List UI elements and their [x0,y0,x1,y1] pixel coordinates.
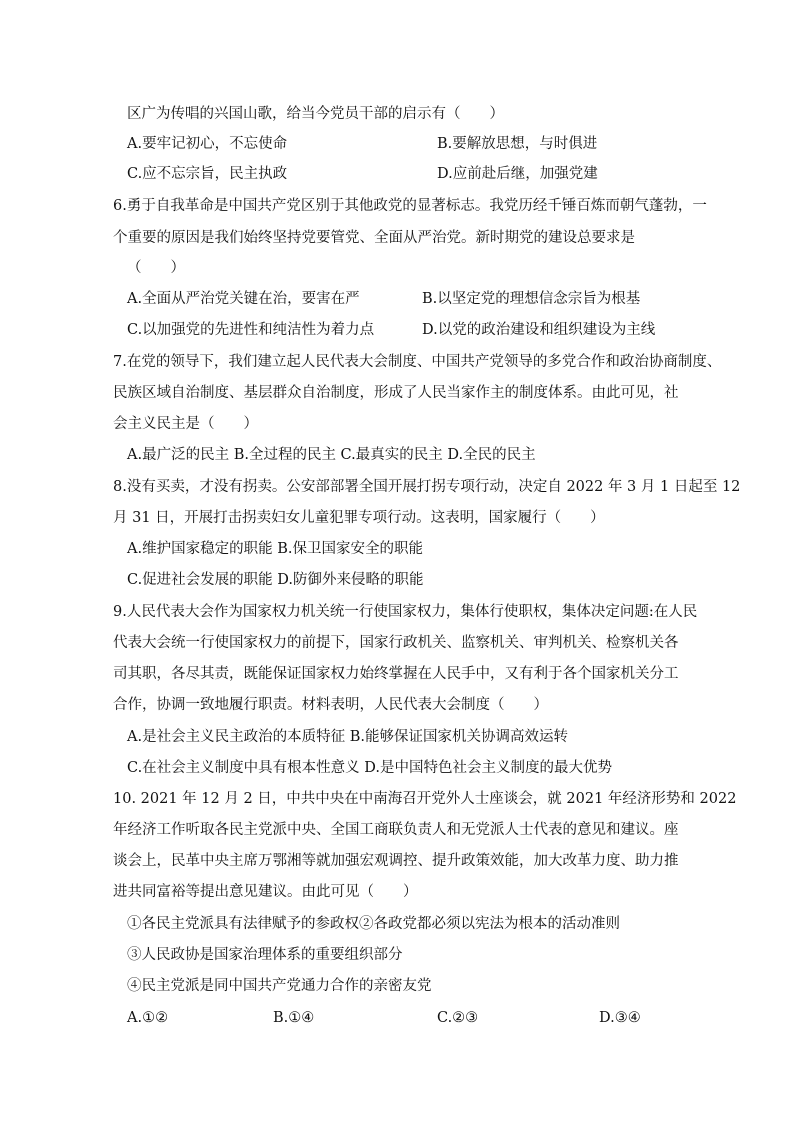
q9-stem-line-1: 9.人民代表大会作为国家权力机关统一行使国家权力，集体行使职权，集体决定问题:在人民 [113,604,698,620]
q6-option-a: A.全面从严治党关键在治，要害在严 [127,291,360,307]
q10-stem-line-3: 谈会上，民革中央主席万鄂湘等就加强宏观调控、提升政策效能，加大改革力度、助力推 [113,853,679,869]
q7-options: A.最广泛的民主 B.全过程的民主 C.最真实的民主 D.全民的民主 [127,447,536,463]
q6-answer-blank: （ ） [127,260,185,276]
q10-stem-line-4: 进共同富裕等提出意见建议。由此可见（ ） [113,884,418,900]
q8-options-line-2: C.促进社会发展的职能 D.防御外来侵略的职能 [127,572,424,588]
q10-statement-line-1: ①各民主党派具有法律赋予的参政权②各政党都必须以宪法为根本的活动准则 [127,916,620,932]
q6-option-c: C.以加强党的先进性和纯洁性为着力点 [127,322,375,338]
q8-stem-line-2: 月 31 日，开展打击拐卖妇女儿童犯罪专项行动。这表明，国家履行（ ） [113,510,605,526]
q7-stem-line-1: 7.在党的领导下，我们建立起人民代表大会制度、中国共产党领导的多党合作和政治协商制度、 [113,354,722,370]
q10-stem-line-1: 10. 2021 年 12 月 2 日，中共中央在中南海召开党外人士座谈会，就 2021 年经济形势和 2022 [113,791,737,807]
q5-option-d: D.应前赴后继，加强党建 [437,166,598,182]
q9-stem-line-2: 代表大会统一行使国家权力的前提下，国家行政机关、监察机关、审判机关、检察机关各 [113,635,679,651]
q10-option-c: C.②③ [437,1010,479,1026]
q6-stem-line-2: 个重要的原因是我们始终坚持党要管党、全面从严治党。新时期党的建设总要求是 [113,230,635,246]
q5-option-a: A.要牢记初心，不忘使命 [127,136,288,152]
q10-statement-line-3: ④民主党派是同中国共产党通力合作的亲密友党 [127,978,432,994]
q10-option-b: B.①④ [273,1010,315,1026]
q10-statement-line-2: ③人民政协是国家治理体系的重要组织部分 [127,947,403,963]
q5-option-b: B.要解放思想，与时俱进 [437,136,598,152]
q5-stem-cont: 区广为传唱的兴国山歌，给当今党员干部的启示有（ ） [127,106,504,122]
q5-option-c: C.应不忘宗旨，民主执政 [127,166,288,182]
q10-stem-line-2: 年经济工作听取各民主党派中央、全国工商联负责人和无党派人士代表的意见和建议。座 [113,822,679,838]
q10-option-a: A.①② [127,1010,169,1026]
q7-stem-line-2: 民族区域自治制度、基层群众自治制度，形成了人民当家作主的制度体系。由此可见，社 [113,385,679,401]
q9-options-line-2: C.在社会主义制度中具有根本性意义 D.是中国特色社会主义制度的最大优势 [127,760,613,776]
q8-stem-line-1: 8.没有买卖，才没有拐卖。公安部部署全国开展打拐专项行动，决定自 2022 年 3 月 1 日起至 12 [113,479,741,495]
q6-stem-line-1: 6.勇于自我革命是中国共产党区别于其他政党的显著标志。我党历经千锤百炼而朝气蓬勃，一 [113,198,707,214]
q8-options-line-1: A.维护国家稳定的职能 B.保卫国家安全的职能 [127,541,423,557]
q6-option-d: D.以党的政治建设和组织建设为主线 [422,322,656,338]
q10-option-d: D.③④ [599,1010,641,1026]
q9-stem-line-4: 合作，协调一致地履行职责。材料表明，人民代表大会制度（ ） [113,697,548,713]
q6-option-b: B.以坚定党的理想信念宗旨为根基 [422,291,641,307]
q9-options-line-1: A.是社会主义民主政治的本质特征 B.能够保证国家机关协调高效运转 [127,729,568,745]
q7-stem-line-3: 会主义民主是（ ） [113,416,258,432]
q9-stem-line-3: 司其职，各尽其责，既能保证国家权力始终掌握在人民手中，又有利于各个国家机关分工 [113,666,679,682]
